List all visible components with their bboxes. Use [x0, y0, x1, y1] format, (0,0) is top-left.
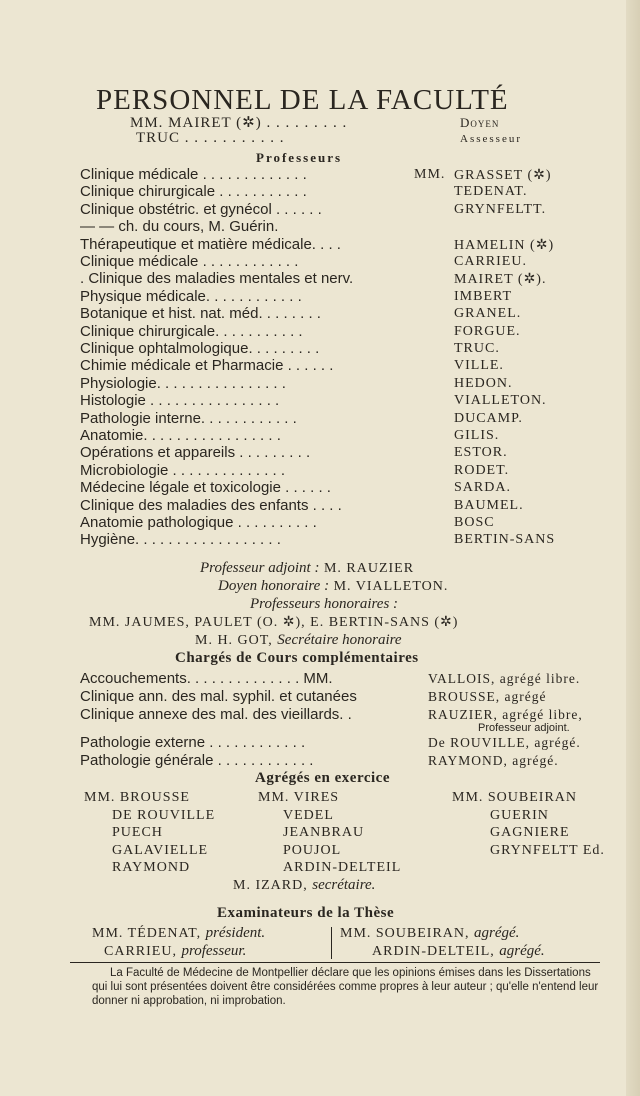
examiner-agrege-2-name: ARDIN-DELTEIL,: [372, 944, 500, 959]
professor-name: BOSC: [454, 515, 495, 530]
professor-name: FORGUE.: [454, 324, 521, 339]
professor-name: MAIRET (✲).: [454, 272, 547, 287]
examiner-agrege-2-role: agrégé.: [499, 943, 545, 959]
dean-honorary-label: Doyen honoraire :: [218, 578, 330, 594]
agrege-col1-item: PUECH: [112, 825, 163, 840]
agrege-col1-item: MM. BROUSSE: [84, 790, 190, 805]
professor-subject: Clinique obstétric. et gynécol . . . . . .: [80, 201, 322, 218]
professor-subject: Clinique ophtalmologique. . . . . . . . .: [80, 340, 320, 357]
complementary-heading: Chargés de Cours complémentaires: [175, 650, 419, 666]
professor-subject: — — ch. du cours, M. Guérin.: [80, 218, 279, 235]
professor-name: IMBERT: [454, 289, 513, 304]
professor-name: TRUC.: [454, 341, 500, 356]
professor-subject: Clinique médicale . . . . . . . . . . . .: [80, 253, 299, 270]
complementary-name: VALLOIS, agrégé libre.: [428, 671, 581, 686]
professor-subject: Anatomie pathologique . . . . . . . . . .: [80, 514, 317, 531]
professor-subject: Clinique chirurgicale . . . . . . . . . . .: [80, 183, 307, 200]
professor-name: RODET.: [454, 463, 510, 478]
complementary-name: De ROUVILLE, agrégé.: [428, 735, 581, 750]
professor-name: HEDON.: [454, 376, 513, 391]
examiner-professor-role: professeur.: [181, 943, 247, 959]
complementary-subject: Pathologie externe . . . . . . . . . . . .: [80, 734, 306, 751]
professor-subject: Clinique des maladies des enfants . . . .: [80, 497, 342, 514]
professor-subject: Thérapeutique et matière médicale. . . .: [80, 236, 341, 253]
professor-subject: Médecine légale et toxicologie . . . . . .: [80, 479, 331, 496]
adjoint-line: [200, 560, 414, 577]
secretary-honorary-line: [195, 632, 402, 649]
examiner-president-role: président.: [205, 925, 266, 941]
professor-subject: Pathologie interne. . . . . . . . . . . .: [80, 410, 297, 427]
professor-name: CARRIEU.: [454, 254, 527, 269]
professor-name: TEDENAT.: [454, 184, 528, 199]
complementary-subject: Pathologie générale . . . . . . . . . . . .: [80, 752, 314, 769]
complementary-name: RAUZIER, agrégé libre,: [428, 707, 583, 722]
examiner-president: [92, 925, 265, 942]
agrege-col3-item: GAGNIERE: [490, 825, 570, 840]
examiner-agrege-2: [372, 943, 545, 960]
professor-name: VIALLETON.: [454, 393, 547, 408]
adjoint-name: M. RAUZIER: [319, 561, 415, 576]
professors-honorary-names: MM. JAUMES, PAULET (O. ✲), E. BERTIN-SANS (✲): [89, 615, 459, 630]
professor-subject: Clinique médicale . . . . . . . . . . . . .: [80, 166, 307, 183]
professor-subject: Physiologie. . . . . . . . . . . . . . . .: [80, 375, 286, 392]
secretary-honorary-role: Secrétaire honoraire: [277, 632, 402, 648]
agrege-col3-item: MM. SOUBEIRAN: [452, 790, 578, 805]
professor-subject: Clinique chirurgicale. . . . . . . . . . .: [80, 323, 303, 340]
professor-subject: Hygiène. . . . . . . . . . . . . . . . . .: [80, 531, 281, 548]
dean-honorary-line: [218, 578, 448, 595]
agrege-col2-item: POUJOL: [283, 843, 342, 858]
agrege-col2-item: MM. VIRES: [258, 790, 340, 805]
professor-subject: Physique médicale. . . . . . . . . . . .: [80, 288, 302, 305]
agrege-col2-item: JEANBRAU: [283, 825, 365, 840]
complementary-name: RAYMOND, agrégé.: [428, 753, 559, 768]
professor-subject: Histologie . . . . . . . . . . . . . . . .: [80, 392, 280, 409]
professor-subject: Microbiologie . . . . . . . . . . . . . .: [80, 462, 286, 479]
professor-name: BERTIN-SANS: [454, 532, 556, 547]
examiner-professor-name: CARRIEU,: [104, 944, 182, 959]
agreges-secretary-role: secrétaire.: [312, 877, 376, 893]
agrege-col1-item: GALAVIELLE: [112, 843, 209, 858]
examiners-heading: Examinateurs de la Thèse: [217, 905, 395, 921]
examiner-agrege-1-role: agrégé.: [474, 925, 520, 941]
professors-heading: Professeurs: [256, 150, 343, 165]
agrege-col3-item: GRYNFELTT Ed.: [490, 843, 605, 858]
professor-subject: . Clinique des maladies mentales et nerv.: [80, 270, 354, 287]
professor-subject: Chimie médicale et Pharmacie . . . . . .: [80, 357, 334, 374]
assessor-role: Assesseur: [460, 133, 522, 145]
professor-name: HAMELIN (✲): [454, 238, 555, 253]
dean-honorary-name: M. VIALLETON.: [329, 579, 449, 594]
page-title: PERSONNEL DE LA FACULTÉ: [96, 84, 509, 116]
agreges-secretary-line: [233, 877, 375, 894]
complementary-subject: Clinique ann. des mal. syphil. et cutanées: [80, 688, 357, 705]
examiner-professor: [104, 943, 246, 960]
examiner-agrege-1-name: MM. SOUBEIRAN,: [340, 926, 475, 941]
complementary-subject: Accouchements. . . . . . . . . . . . . . MM.: [80, 670, 333, 687]
professor-name: GRANEL.: [454, 306, 522, 321]
professor-name: DUCAMP.: [454, 411, 523, 426]
agrege-col2-item: ARDIN-DELTEIL: [283, 860, 402, 875]
professors-honorary-label: Professeurs honoraires :: [250, 596, 399, 612]
agreges-secretary-name: M. IZARD,: [233, 878, 313, 893]
adjoint-label: Professeur adjoint :: [200, 560, 320, 576]
secretary-honorary-name: M. H. GOT,: [195, 633, 278, 648]
professor-name: VILLE.: [454, 358, 504, 373]
disclaimer: La Faculté de Médecine de Montpellier déclare que les opinions émises dans les Dissertations qui lui sont présentées doivent être considérées comme propres à leur auteur ; qu'elle n'entend leur donner ni approbation, ni improbation.: [92, 967, 599, 1007]
examiner-president-name: MM. TÉDENAT,: [92, 926, 206, 941]
examiner-agrege-1: [340, 925, 519, 942]
professor-name: GRASSET (✲): [454, 168, 552, 183]
footer-rule: [70, 962, 600, 963]
complementary-subject: Clinique annexe des mal. des vieillards. .: [80, 706, 352, 723]
agreges-heading: Agrégés en exercice: [255, 770, 390, 786]
complementary-note: Professeur adjoint.: [478, 722, 570, 734]
agrege-col3-item: GUERIN: [490, 808, 549, 823]
professor-subject: Botanique et hist. nat. méd. . . . . . . .: [80, 305, 321, 322]
dean-line: MM. MAIRET (✲) . . . . . . . . .: [130, 115, 348, 131]
professor-prefix: MM.: [414, 167, 446, 182]
agrege-col1-item: DE ROUVILLE: [112, 808, 216, 823]
agrege-col1-item: RAYMOND: [112, 860, 191, 875]
dean-role: Doyen: [460, 115, 500, 130]
professor-name: BAUMEL.: [454, 498, 524, 513]
professor-subject: Opérations et appareils . . . . . . . . .: [80, 444, 311, 461]
assessor-line: TRUC . . . . . . . . . . .: [136, 130, 285, 146]
complementary-name: BROUSSE, agrégé: [428, 689, 547, 704]
professor-name: GILIS.: [454, 428, 500, 443]
agrege-col2-item: VEDEL: [283, 808, 334, 823]
professor-name: ESTOR.: [454, 445, 508, 460]
professor-name: GRYNFELTT.: [454, 202, 547, 217]
page-edge: [626, 0, 640, 1096]
professor-name: SARDA.: [454, 480, 511, 495]
examiners-divider: [331, 927, 332, 959]
professor-subject: Anatomie. . . . . . . . . . . . . . . . .: [80, 427, 281, 444]
